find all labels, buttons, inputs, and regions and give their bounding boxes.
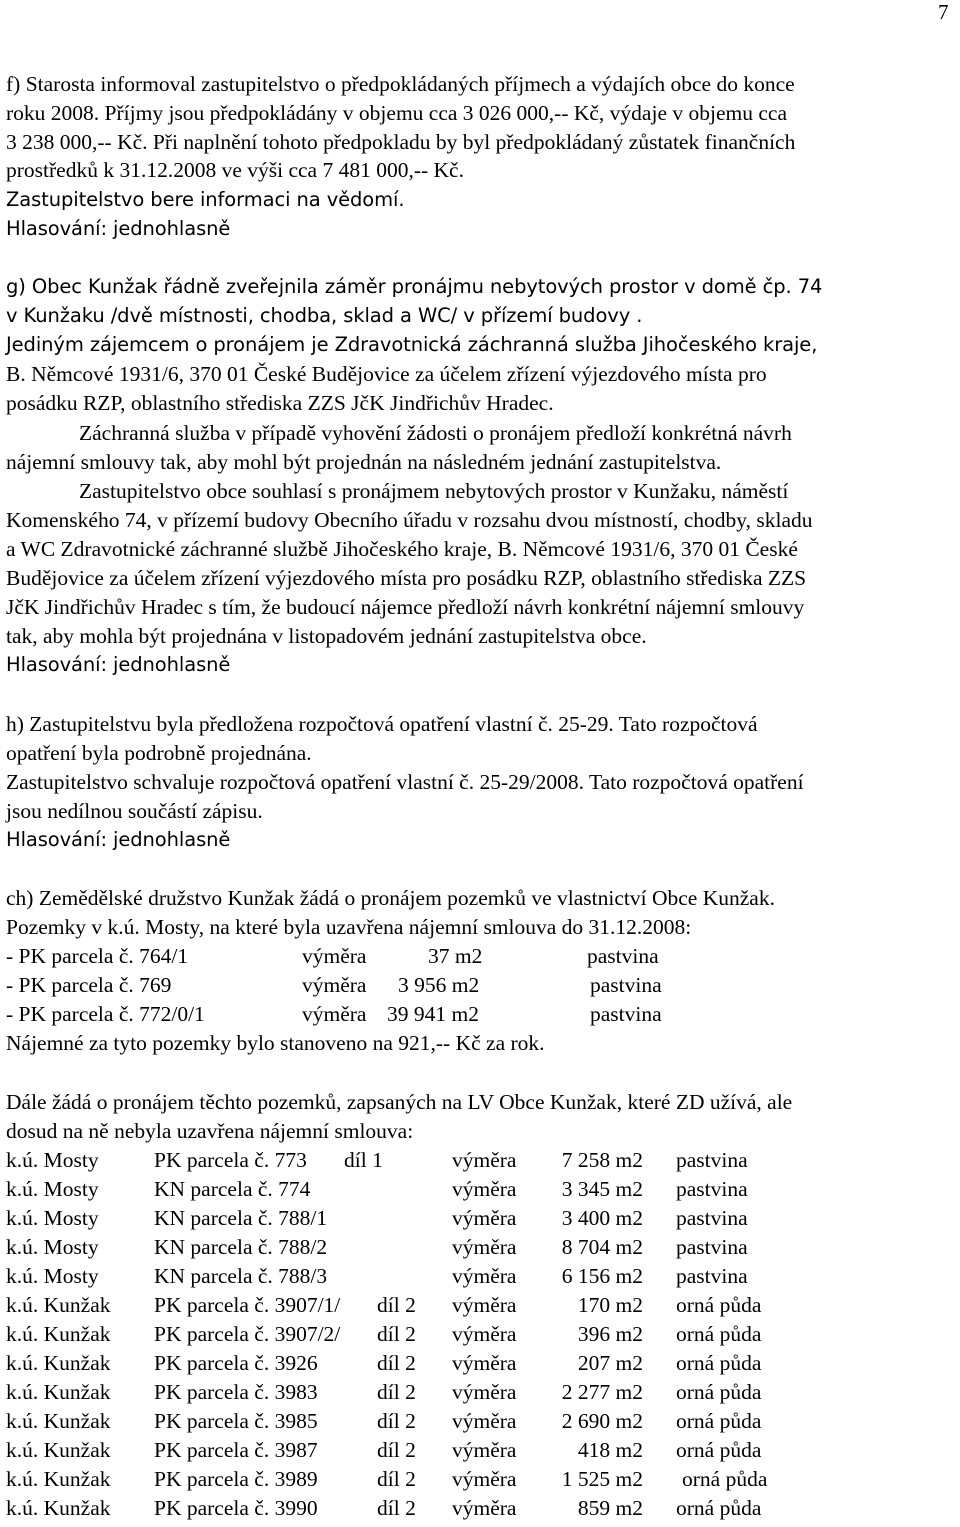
section-g-line: B. Němcové 1931/6, 370 01 České Budějovice za účelem zřízení výjezdového místa pro	[6, 362, 767, 386]
area-cell: 396 m2	[577, 1322, 643, 1346]
ku-cell: k.ú. Kunžak	[6, 1438, 111, 1462]
use-cell: pastvina	[676, 1264, 748, 1288]
area-cell: 7 258 m2	[561, 1148, 643, 1172]
use-cell: pastvina	[676, 1148, 748, 1172]
ku-cell: k.ú. Kunžak	[6, 1322, 111, 1346]
use-cell: pastvina	[590, 1002, 662, 1026]
dil-cell: díl 2	[377, 1496, 416, 1520]
section-f-line: roku 2008. Příjmy jsou předpokládány v objemu cca 3 026 000,-- Kč, výdaje v objemu cca	[6, 101, 787, 125]
section-g-para3-line: tak, aby mohla být projednána v listopadovém jednání zastupitelstva obce.	[6, 624, 647, 648]
vymera-cell: výměra	[452, 1322, 517, 1346]
section-g-para2-line: nájemní smlouvy tak, aby mohl být projednán na následném jednání zastupitelstva.	[6, 450, 722, 474]
section-g-para3-line: Zastupitelstvo obce souhlasí s pronájmem nebytových prostor v Kunžaku, náměstí	[79, 479, 789, 503]
further-request-line: Dále žádá o pronájem těchto pozemků, zapsaných na LV Obce Kunžak, které ZD užívá, ale	[6, 1090, 793, 1114]
parcel-cell: KN parcela č. 774	[154, 1177, 311, 1201]
vymera-cell: výměra	[452, 1235, 517, 1259]
parcel-cell: PK parcela č. 3926	[154, 1351, 318, 1375]
area-cell: 418 m2	[577, 1438, 643, 1462]
parcel-cell: PK parcela č. 3990	[154, 1496, 318, 1520]
dil-cell: díl 2	[377, 1293, 416, 1317]
area-cell: 207 m2	[577, 1351, 643, 1375]
section-f-line: prostředků k 31.12.2008 ve výši cca 7 481 000,-- Kč.	[6, 158, 464, 182]
ku-cell: k.ú. Kunžak	[6, 1351, 111, 1375]
section-g-para3-line: a WC Zdravotnické záchranné službě Jihočeského kraje, B. Němcové 1931/6, 370 01 České	[6, 537, 798, 561]
use-cell: pastvina	[676, 1206, 748, 1230]
vymera-cell: výměra	[452, 1409, 517, 1433]
section-g-para3-line: JčK Jindřichův Hradec s tím, že budoucí nájemce předloží návrh konkrétní nájemní smlouvy	[6, 595, 805, 619]
dil-cell: díl 2	[377, 1351, 416, 1375]
rent-line: Nájemné za tyto pozemky bylo stanoveno na 921,-- Kč za rok.	[6, 1031, 545, 1055]
dil-cell: díl 2	[377, 1467, 416, 1491]
vymera-cell: výměra	[452, 1351, 517, 1375]
area-cell: 3 400 m2	[561, 1206, 643, 1230]
parcel-cell: KN parcela č. 788/2	[154, 1235, 328, 1259]
vymera-cell: výměra	[452, 1177, 517, 1201]
ku-cell: k.ú. Kunžak	[6, 1467, 111, 1491]
section-g-para3-line: Budějovice za účelem zřízení výjezdového místa pro posádku RZP, oblastního střediska ZZS	[6, 566, 807, 590]
vymera-cell: výměra	[452, 1206, 517, 1230]
section-h-line: Zastupitelstvo schvaluje rozpočtová opatření vlastní č. 25-29/2008. Tato rozpočtová opatření	[6, 770, 804, 794]
use-cell: orná půda	[676, 1380, 762, 1404]
vymera-cell: výměra	[302, 1002, 367, 1026]
parcel-cell: PK parcela č. 3989	[154, 1467, 318, 1491]
area-cell: 170 m2	[577, 1293, 643, 1317]
section-f-line: Zastupitelstvo bere informaci na vědomí.	[6, 188, 405, 211]
ku-cell: k.ú. Kunžak	[6, 1293, 111, 1317]
parcel-cell: PK parcela č. 773	[154, 1148, 307, 1172]
vymera-cell: výměra	[452, 1264, 517, 1288]
section-ch-line: Pozemky v k.ú. Mosty, na které byla uzavřena nájemní smlouva do 31.12.2008:	[6, 915, 692, 939]
use-cell: orná půda	[676, 1438, 762, 1462]
parcel-cell: - PK parcela č. 764/1	[6, 944, 189, 968]
ku-cell: k.ú. Mosty	[6, 1177, 99, 1201]
use-cell: orná půda	[676, 1409, 762, 1433]
area-cell: 2 690 m2	[561, 1409, 643, 1433]
vymera-cell: výměra	[452, 1467, 517, 1491]
vymera-cell: výměra	[452, 1148, 517, 1172]
area-cell: 37 m2	[428, 944, 483, 968]
dil-cell: díl 2	[377, 1322, 416, 1346]
parcel-cell: PK parcela č. 3987	[154, 1438, 318, 1462]
use-cell: orná půda	[676, 1322, 762, 1346]
ku-cell: k.ú. Mosty	[6, 1264, 99, 1288]
use-cell: pastvina	[590, 973, 662, 997]
ku-cell: k.ú. Kunžak	[6, 1409, 111, 1433]
area-cell: 6 156 m2	[561, 1264, 643, 1288]
ku-cell: k.ú. Mosty	[6, 1235, 99, 1259]
vymera-cell: výměra	[452, 1496, 517, 1520]
vote-line: Hlasování: jednohlasně	[6, 653, 231, 676]
parcel-cell: PK parcela č. 3985	[154, 1409, 318, 1433]
use-cell: pastvina	[676, 1177, 748, 1201]
vote-line: Hlasování: jednohlasně	[6, 217, 231, 240]
section-f-line: 3 238 000,-- Kč. Při naplnění tohoto předpokladu by byl předpokládaný zůstatek finančních	[6, 130, 796, 154]
vymera-cell: výměra	[302, 944, 367, 968]
section-g-line: g) Obec Kunžak řádně zveřejnila záměr pronájmu nebytových prostor v domě čp. 74	[6, 275, 823, 298]
section-h-line: opatření byla podrobně projednána.	[6, 741, 312, 765]
parcel-cell: - PK parcela č. 769	[6, 973, 172, 997]
vymera-cell: výměra	[452, 1380, 517, 1404]
area-cell: 3 956 m2	[398, 973, 480, 997]
further-request-line: dosud na ně nebyla uzavřena nájemní smlouva:	[6, 1119, 414, 1143]
page-number: 7	[938, 0, 949, 24]
dil-cell: díl 2	[377, 1409, 416, 1433]
vote-line: Hlasování: jednohlasně	[6, 828, 231, 851]
section-f-line: f) Starosta informoval zastupitelstvo o předpokládaných příjmech a výdajích obce do konce	[6, 72, 795, 96]
parcel-cell: PK parcela č. 3907/2/	[154, 1322, 341, 1346]
dil-cell: díl 2	[377, 1438, 416, 1462]
ku-cell: k.ú. Mosty	[6, 1206, 99, 1230]
parcel-cell: KN parcela č. 788/1	[154, 1206, 328, 1230]
area-cell: 8 704 m2	[561, 1235, 643, 1259]
section-g-para3-line: Komenského 74, v přízemí budovy Obecního úřadu v rozsahu dvou místností, chodby, skladu	[6, 508, 813, 532]
ku-cell: k.ú. Mosty	[6, 1148, 99, 1172]
dil-cell: díl 2	[377, 1380, 416, 1404]
use-cell: orná půda	[676, 1496, 762, 1520]
section-g-line: posádku RZP, oblastního střediska ZZS JčK Jindřichův Hradec.	[6, 391, 554, 415]
section-g-line: Jediným zájemcem o pronájem je Zdravotnická záchranná služba Jihočeského kraje,	[6, 333, 818, 356]
section-h-line: h) Zastupitelstvu byla předložena rozpočtová opatření vlastní č. 25-29. Tato rozpočtová	[6, 712, 758, 736]
use-cell: orná půda	[682, 1467, 768, 1491]
section-g-line: v Kunžaku /dvě místnosti, chodba, sklad a WC/ v přízemí budovy .	[6, 304, 643, 327]
section-h-line: jsou nedílnou součástí zápisu.	[6, 799, 263, 823]
ku-cell: k.ú. Kunžak	[6, 1380, 111, 1404]
area-cell: 1 525 m2	[561, 1467, 643, 1491]
vymera-cell: výměra	[452, 1438, 517, 1462]
area-cell: 3 345 m2	[561, 1177, 643, 1201]
use-cell: orná půda	[676, 1293, 762, 1317]
use-cell: orná půda	[676, 1351, 762, 1375]
use-cell: pastvina	[676, 1235, 748, 1259]
vymera-cell: výměra	[452, 1293, 517, 1317]
area-cell: 859 m2	[577, 1496, 643, 1520]
section-g-para2-line: Záchranná služba v případě vyhovění žádosti o pronájem předloží konkrétná návrh	[79, 421, 792, 445]
parcel-cell: KN parcela č. 788/3	[154, 1264, 328, 1288]
ku-cell: k.ú. Kunžak	[6, 1496, 111, 1520]
dil-cell: díl 1	[344, 1148, 383, 1172]
use-cell: pastvina	[587, 944, 659, 968]
parcel-cell: PK parcela č. 3983	[154, 1380, 318, 1404]
area-cell: 39 941 m2	[387, 1002, 479, 1026]
area-cell: 2 277 m2	[561, 1380, 643, 1404]
section-ch-line: ch) Zemědělské družstvo Kunžak žádá o pronájem pozemků ve vlastnictví Obce Kunžak.	[6, 886, 775, 910]
parcel-cell: - PK parcela č. 772/0/1	[6, 1002, 205, 1026]
parcel-cell: PK parcela č. 3907/1/	[154, 1293, 341, 1317]
vymera-cell: výměra	[302, 973, 367, 997]
